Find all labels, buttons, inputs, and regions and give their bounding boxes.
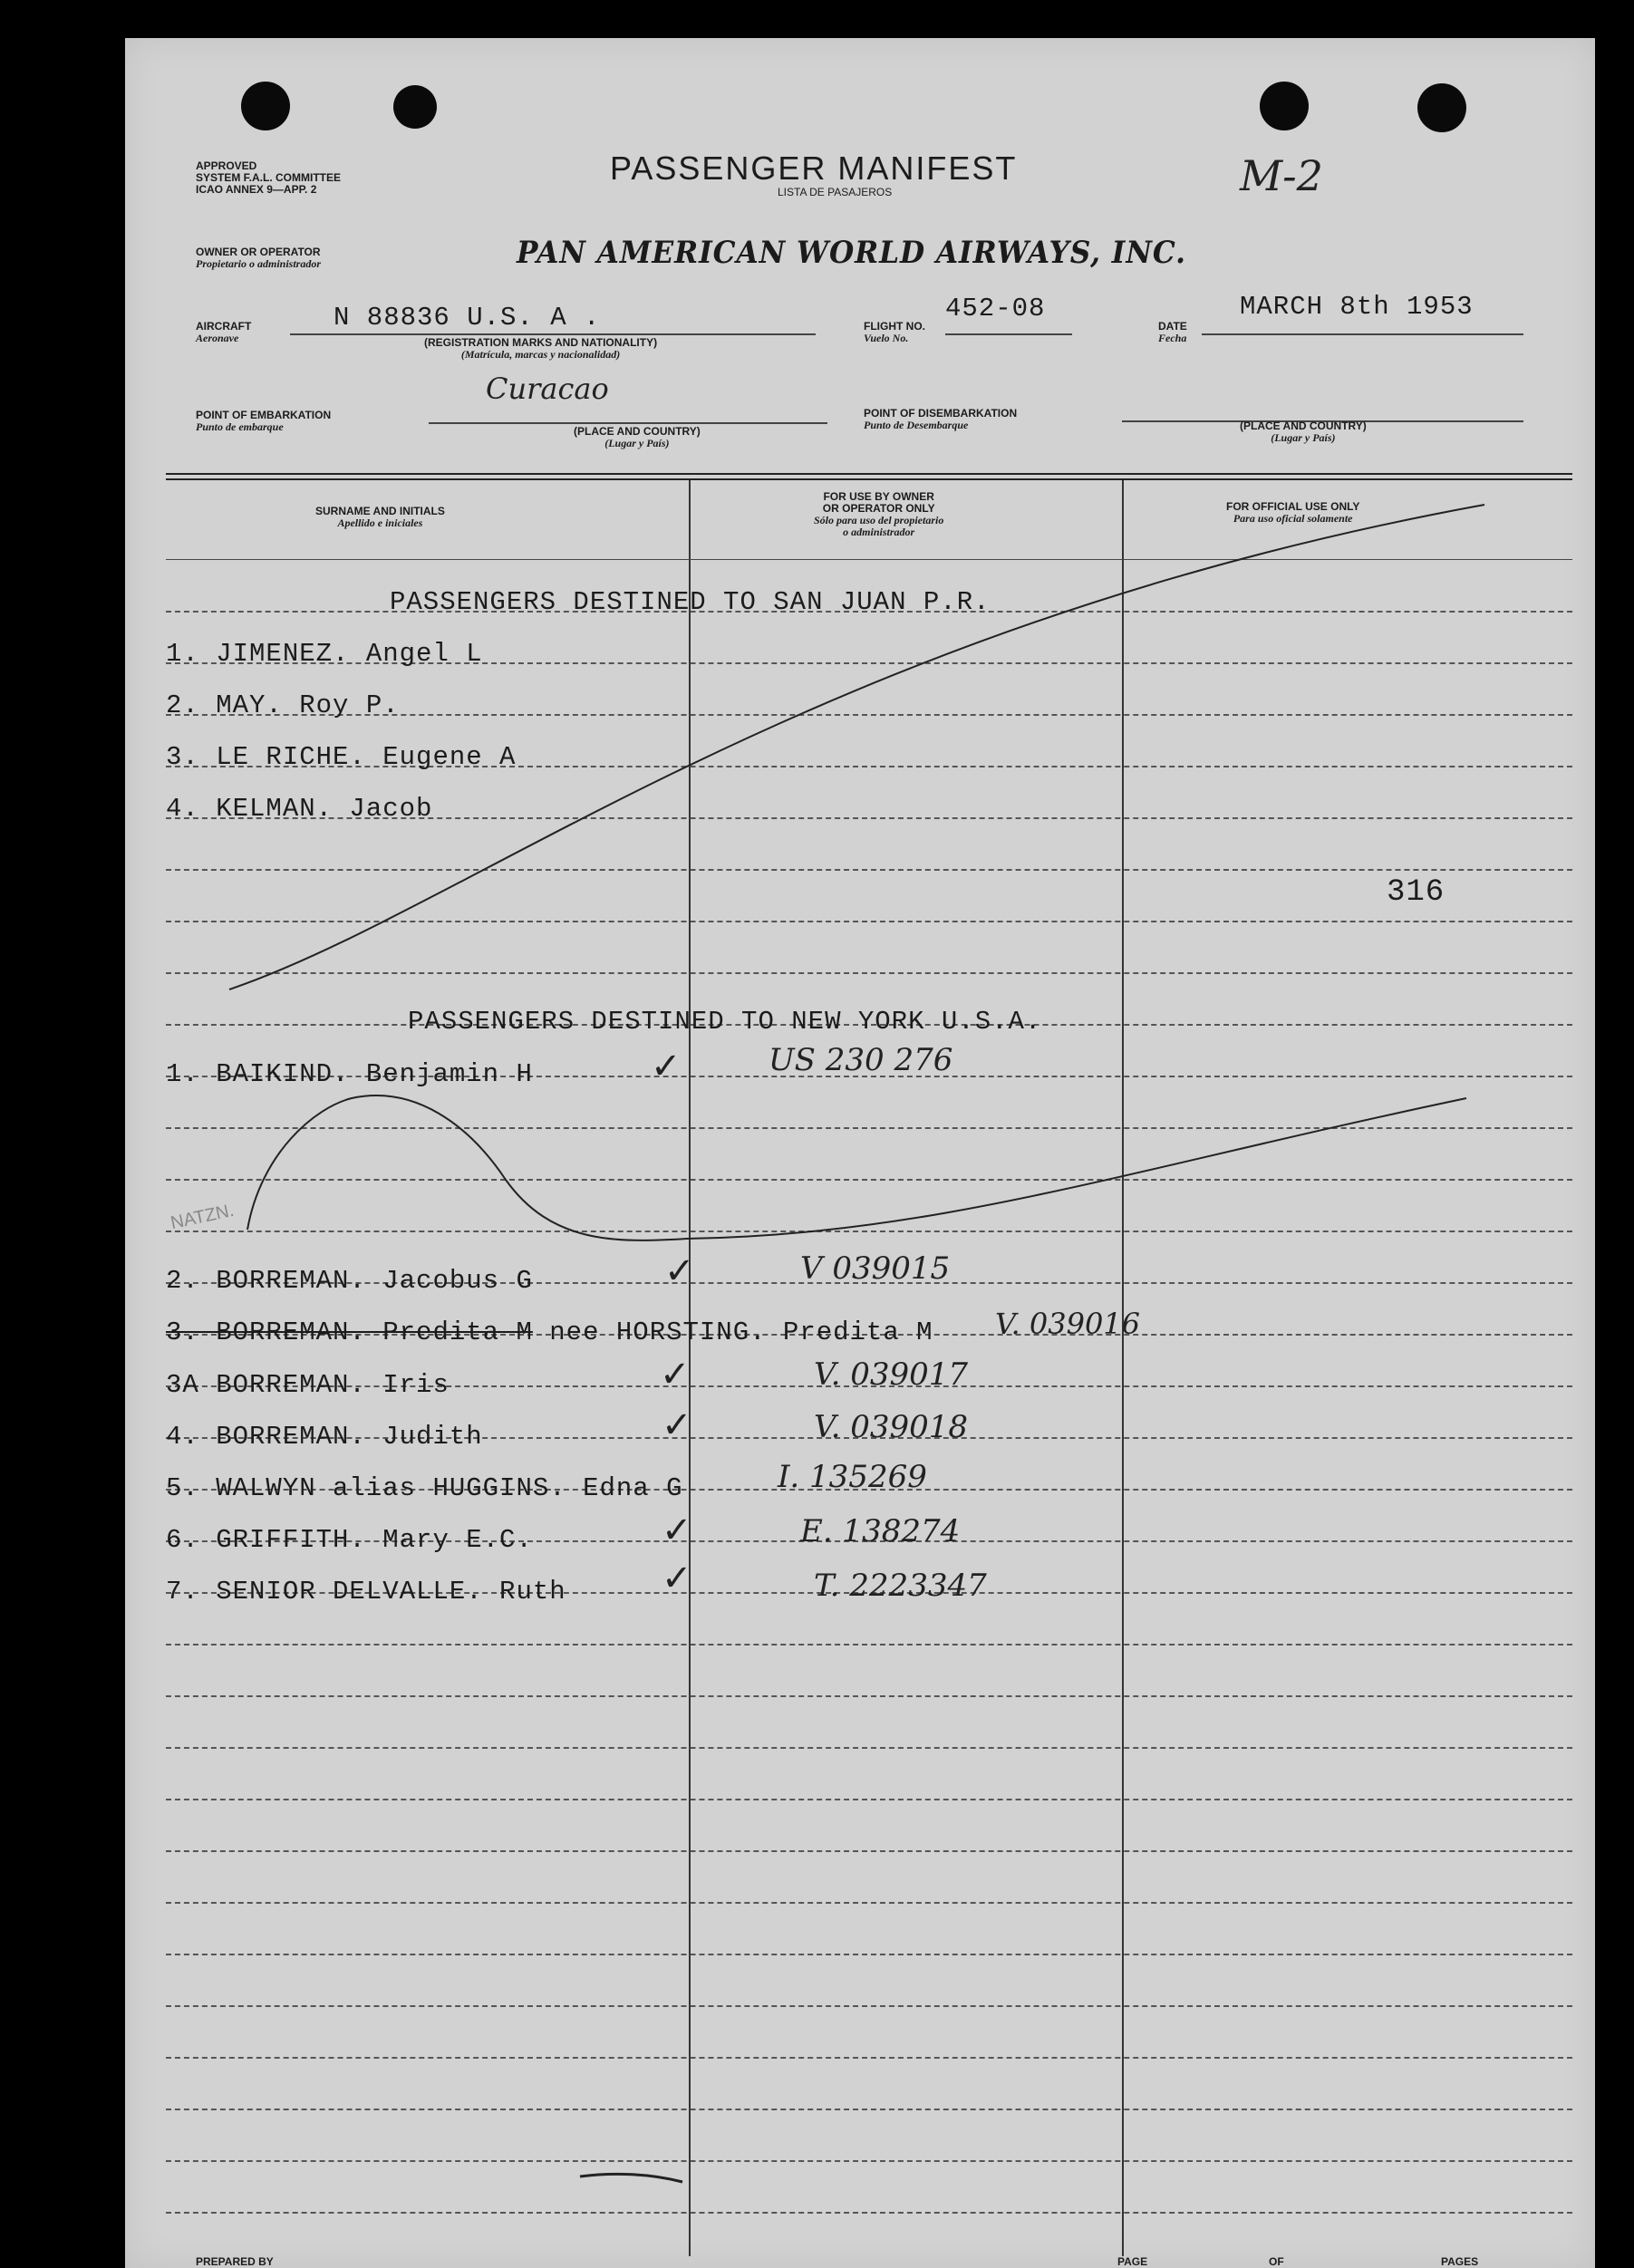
document-number: T. 2223347 [814,1568,987,1604]
column-header-surname: SURNAME AND INITIALS Apellido e iniciales [315,505,445,529]
disembarkation-label: POINT OF DISEMBARKATION Punto de Desembarque [864,407,1018,431]
passenger-entry: 5. WALWYN alias HUGGINS. Edna G [166,1473,683,1503]
owner-label: OWNER OR OPERATOR Propietario o administrador [196,246,322,270]
check-mark-icon: ✓ [662,1558,692,1599]
flight-label: FLIGHT NO. Vuelo No. [864,320,925,344]
passenger-entry: 7. SENIOR DELVALLE. Ruth [166,1577,566,1607]
document-number: V. 039017 [814,1356,969,1393]
embark-place-note: (PLACE AND COUNTRY) (Lugar y País) [574,425,701,449]
document-number: V 039015 [800,1250,951,1287]
owner-value: PAN AMERICAN WORLD AIRWAYS, INC. [517,235,1186,271]
check-mark-icon: ✓ [651,1046,682,1087]
check-mark-icon: ✓ [660,1354,691,1395]
check-mark-icon: ✓ [664,1250,695,1292]
document-number: E. 138274 [800,1513,961,1549]
date-value: MARCH 8th 1953 [1240,292,1474,322]
manifest-sheet [125,38,1595,2268]
official-number: 316 [1387,875,1445,910]
handwritten-reference: M-2 [1240,151,1323,200]
passenger-entry: 3. LE RICHE. Eugene A [166,742,517,772]
passenger-entry: 4. KELMAN. Jacob [166,794,433,824]
corrected-name: nee HORSTING. Predita M [549,1317,933,1347]
cancellation-strokes [125,38,1595,2268]
pages-label: PAGES [1441,2255,1479,2268]
column-header-official: FOR OFFICIAL USE ONLY Para uso oficial solamente [1226,500,1360,525]
section-heading-san-juan: PASSENGERS DESTINED TO SAN JUAN P.R. [390,587,991,617]
approval-note: APPROVED SYSTEM F.A.L. COMMITTEE ICAO ANNEX 9—APP. 2 [196,159,342,196]
date-label: DATE Fecha [1158,320,1187,344]
aircraft-label: AIRCRAFT Aeronave [196,320,252,344]
section-heading-new-york: PASSENGERS DESTINED TO NEW YORK U.S.A. [408,1007,1042,1037]
document-number: I. 135269 [778,1459,927,1495]
passenger-entry: 6. GRIFFITH. Mary E.C. [166,1525,533,1555]
passenger-entry: 2. MAY. Roy P. [166,690,400,720]
passenger-entry: 1. JIMENEZ. Angel L [166,639,483,669]
passenger-entry: 4. BORREMAN. Judith [166,1422,483,1452]
struck-name: 3. BORREMAN. Predita M [166,1317,533,1347]
page-subtitle: LISTA DE PASAJEROS [778,186,893,198]
document-number: V. 039018 [814,1409,969,1445]
flight-value: 452-08 [945,294,1046,323]
check-mark-icon: ✓ [662,1404,692,1446]
passenger-entry: 2. BORREMAN. Jacobus G [166,1266,533,1296]
embarkation-label: POINT OF EMBARKATION Punto de embarque [196,409,332,433]
diagonal-strike-line [229,505,1484,989]
passenger-entry: 3A BORREMAN. Iris [166,1370,450,1400]
disembark-place-note: (PLACE AND COUNTRY) (Lugar y País) [1240,420,1367,444]
embarkation-value: Curacao [486,372,609,406]
of-label: OF [1269,2255,1284,2268]
check-mark-icon: ✓ [662,1510,692,1551]
registration-note: (REGISTRATION MARKS AND NATIONALITY) (Matrícula, marcas y nacionalidad) [424,336,658,361]
page-title: PASSENGER MANIFEST [610,150,1018,187]
column-header-owner-use: FOR USE BY OWNER OR OPERATOR ONLY Sólo para uso del propietario o administrador [814,490,944,538]
passenger-entry: 1. BAIKIND. Benjamin H [166,1059,533,1089]
page-label: PAGE [1117,2255,1148,2268]
stamp-fragment: NATZN. [169,1200,237,1234]
prepared-by-label: PREPARED BY [196,2255,274,2268]
document-number: US 230 276 [769,1042,953,1078]
aircraft-value: N 88836 U.S. A . [334,303,601,333]
document-number: V. 039016 [995,1307,1141,1341]
loop-strike-line [247,1095,1466,1240]
hand-mark [580,2174,682,2182]
